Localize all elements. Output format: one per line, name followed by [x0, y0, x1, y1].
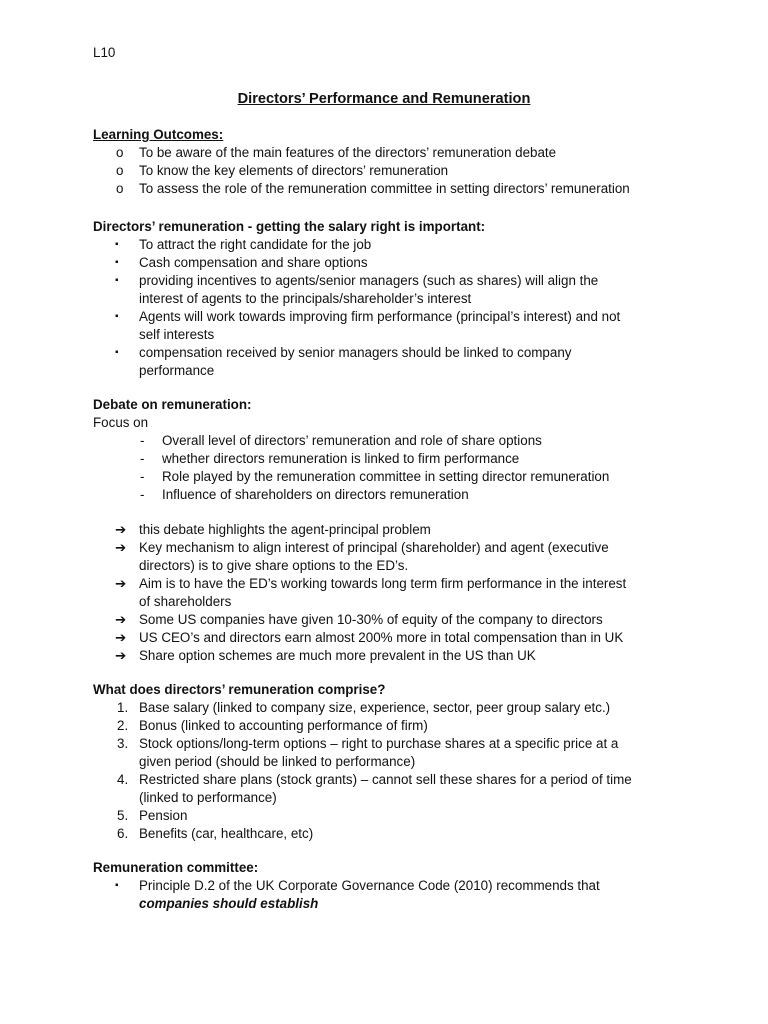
committee-heading: Remuneration committee: [93, 860, 259, 875]
comprise-list [93, 699, 693, 843]
salary-item [93, 308, 693, 344]
arrow-marker: ➔ [115, 630, 127, 645]
salary-item-text: compensation received by senior managers should be linked to company [139, 345, 572, 360]
salary-section [93, 218, 693, 380]
arrow-marker: ➔ [115, 540, 127, 555]
arrow-item [93, 575, 693, 611]
focus-item-text: whether directors remuneration is linked to firm performance [162, 451, 520, 466]
learning-outcomes-list [93, 144, 693, 198]
comprise-item-text: given period (should be linked to performance) [139, 754, 416, 769]
arrow-item-text: directors) is to give share options to the ED’s. [139, 558, 409, 573]
circle-bullet-marker: o [116, 181, 124, 196]
square-bullet-marker: ▪ [115, 311, 119, 322]
document-title: Directors’ Performance and Remuneration [237, 91, 531, 107]
learning-outcome-item [93, 180, 693, 198]
number-marker: 5. [117, 808, 129, 823]
square-bullet-marker: ▪ [115, 347, 119, 358]
comprise-section [93, 681, 693, 843]
comprise-item-text: Restricted share plans (stock grants) – cannot sell these shares for a period of time [139, 772, 632, 787]
focus-item-text: Role played by the remuneration committee in setting director remuneration [162, 469, 610, 484]
arrow-item [93, 629, 693, 647]
arrow-item-text: Aim is to have the ED’s working towards long term firm performance in the interest [139, 576, 627, 591]
arrow-item [93, 521, 693, 539]
number-marker: 4. [117, 772, 129, 787]
debate-heading: Debate on remuneration: [93, 397, 252, 412]
arrow-item-text: Key mechanism to align interest of principal (shareholder) and agent (executive [139, 540, 609, 555]
salary-list [93, 236, 693, 380]
comprise-item-text: Stock options/long-term options – right to purchase shares at a specific price at a [139, 736, 619, 751]
arrow-marker: ➔ [115, 612, 127, 627]
debate-section [93, 396, 693, 665]
salary-item [93, 272, 693, 308]
focus-label: Focus on [93, 415, 149, 430]
learning-outcomes-section [93, 126, 693, 198]
committee-line: Principle D.2 of the UK Corporate Governance Code (2010) recommends that [139, 878, 600, 893]
salary-item [93, 236, 693, 254]
arrow-item-text: Share option schemes are much more prevalent in the US than UK [139, 648, 536, 663]
circle-bullet-marker: o [116, 163, 124, 178]
number-marker: 6. [117, 826, 129, 841]
comprise-item [93, 735, 693, 771]
comprise-item-text: Base salary (linked to company size, experience, sector, peer group salary etc.) [139, 700, 611, 715]
focus-item [93, 468, 693, 486]
focus-list [93, 432, 693, 504]
arrow-item-text: US CEO’s and directors earn almost 200% more in total compensation than in UK [139, 630, 624, 645]
arrow-marker: ➔ [115, 522, 127, 537]
arrow-item-text: this debate highlights the agent-principal problem [139, 522, 431, 537]
arrow-list [93, 521, 693, 665]
learning-outcome-text: To assess the role of the remuneration committee in setting directors’ remuneration [139, 181, 630, 196]
comprise-heading: What does directors’ remuneration comprise? [93, 682, 386, 697]
comprise-item [93, 825, 693, 843]
comprise-item-text: Benefits (car, healthcare, etc) [139, 826, 314, 841]
salary-item [93, 254, 693, 272]
dash-marker: - [140, 433, 145, 448]
salary-item-text: interest of agents to the principals/shareholder’s interest [139, 291, 472, 306]
focus-item [93, 450, 693, 468]
arrow-item [93, 611, 693, 629]
comprise-item-text: Bonus (linked to accounting performance of firm) [139, 718, 428, 733]
focus-item-text: Overall level of directors’ remuneration and role of share options [162, 433, 542, 448]
arrow-item-text: Some US companies have given 10-30% of equity of the company to directors [139, 612, 603, 627]
arrow-item-text: of shareholders [139, 594, 232, 609]
comprise-item [93, 699, 693, 717]
committee-line-emphasis: companies should establish [139, 896, 319, 911]
comprise-item [93, 717, 693, 735]
salary-item-text: Cash compensation and share options [139, 255, 368, 270]
salary-item-text: Agents will work towards improving firm performance (principal’s interest) and not [139, 309, 621, 324]
comprise-item [93, 807, 693, 825]
salary-heading: Directors’ remuneration - getting the salary right is important: [93, 219, 486, 234]
square-bullet-marker: ▪ [115, 239, 119, 250]
number-marker: 3. [117, 736, 129, 751]
circle-bullet-marker: o [116, 145, 124, 160]
arrow-marker: ➔ [115, 648, 127, 663]
salary-item-text: self interests [139, 327, 215, 342]
document-code: L10 [93, 45, 116, 60]
arrow-item [93, 539, 693, 575]
learning-outcome-text: To know the key elements of directors’ remuneration [139, 163, 449, 178]
dash-marker: - [140, 469, 145, 484]
arrow-item [93, 647, 693, 665]
number-marker: 2. [117, 718, 129, 733]
arrow-marker: ➔ [115, 576, 127, 591]
learning-outcome-item [93, 144, 693, 162]
salary-item-text: providing incentives to agents/senior managers (such as shares) will align the [139, 273, 599, 288]
comprise-item-text: (linked to performance) [139, 790, 277, 805]
committee-item [93, 877, 693, 913]
focus-item [93, 486, 693, 504]
square-bullet-marker: ▪ [115, 257, 119, 268]
focus-item [93, 432, 693, 450]
dash-marker: - [140, 487, 145, 502]
dash-marker: - [140, 451, 145, 466]
salary-item [93, 344, 693, 380]
number-marker: 1. [117, 700, 129, 715]
salary-item-text: performance [139, 363, 215, 378]
square-bullet-marker: ▪ [115, 275, 119, 286]
comprise-item [93, 771, 693, 807]
bullet-marker: ▪ [115, 880, 119, 891]
learning-outcomes-heading: Learning Outcomes: [93, 127, 224, 142]
learning-outcome-item [93, 162, 693, 180]
learning-outcome-text: To be aware of the main features of the directors’ remuneration debate [139, 145, 557, 160]
focus-item-text: Influence of shareholders on directors remuneration [162, 487, 469, 502]
committee-section [93, 859, 693, 913]
comprise-item-text: Pension [139, 808, 188, 823]
salary-item-text: To attract the right candidate for the job [139, 237, 372, 252]
